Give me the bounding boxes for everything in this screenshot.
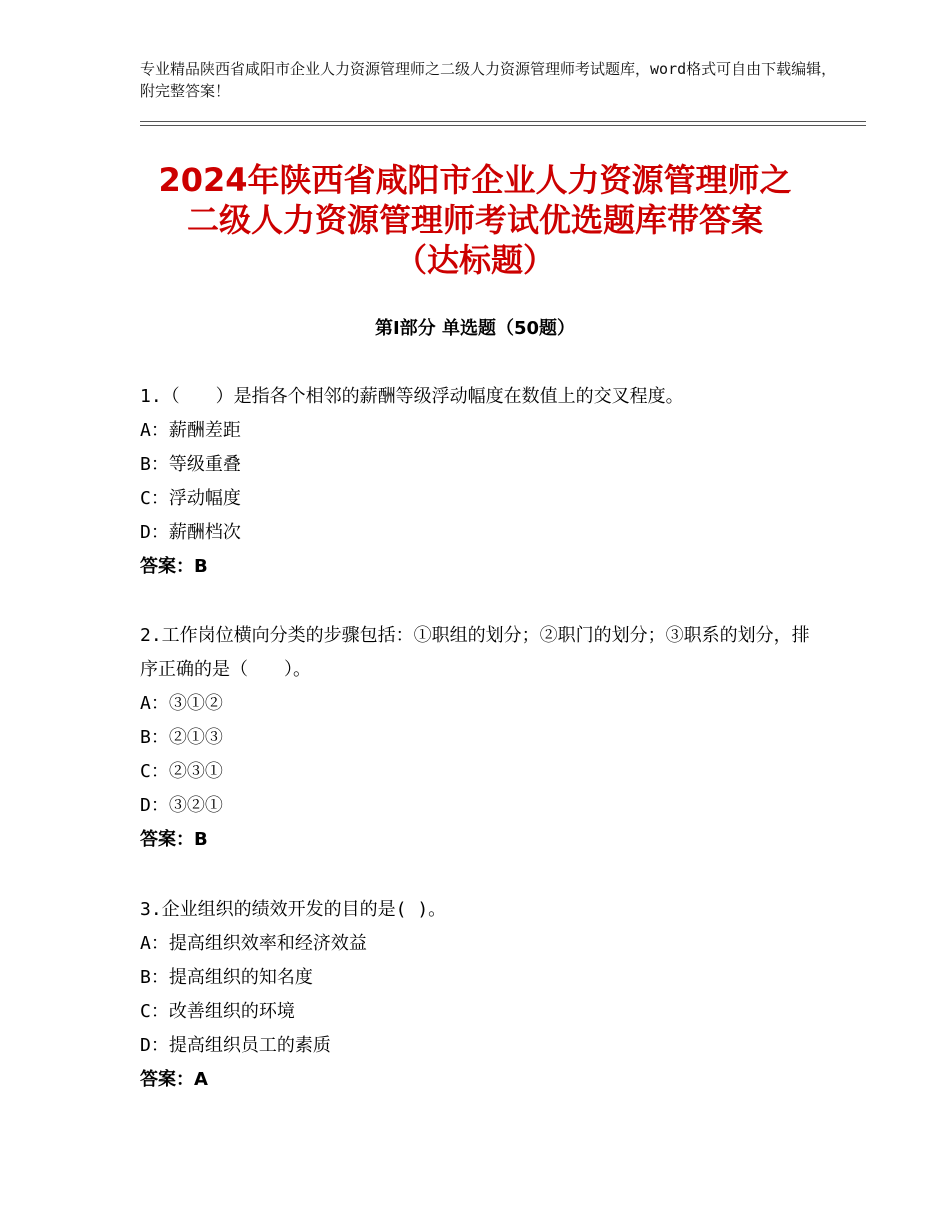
option-d: D：③②① <box>140 795 223 816</box>
section-heading: 第Ⅰ部分 单选题（50题） <box>374 318 575 339</box>
option-c: C：改善组织的环境 <box>140 1001 295 1022</box>
question-stem: 2.工作岗位横向分类的步骤包括：①职组的划分；②职门的划分；③职系的划分，排序正确的是（ ）。 <box>140 625 810 680</box>
header-note: 专业精品陕西省咸阳市企业人力资源管理师之二级人力资源管理师考试题库，word格式可自由下载编辑，附完整答案！ <box>140 60 837 100</box>
option-a: A：提高组织效率和经济效益 <box>140 933 367 954</box>
option-b: B：②①③ <box>140 727 223 748</box>
header-rule-top <box>140 121 866 122</box>
question-stem: 3.企业组织的绩效开发的目的是( )。 <box>140 899 447 920</box>
option-a: A：③①② <box>140 693 223 714</box>
answer-label: 答案：A <box>140 1069 208 1090</box>
answer-label: 答案：B <box>140 556 208 577</box>
document-title <box>100 160 850 280</box>
question-3 <box>140 893 810 1097</box>
question-stem: 1.（ ）是指各个相邻的薪酬等级浮动幅度在数值上的交叉程度。 <box>140 386 684 407</box>
question-1 <box>140 380 810 584</box>
option-b: B：等级重叠 <box>140 454 241 475</box>
answer-label: 答案：B <box>140 829 208 850</box>
option-d: D：薪酬档次 <box>140 522 241 543</box>
option-c: C：②③① <box>140 761 223 782</box>
title-line-3: （达标题） <box>394 241 555 279</box>
option-d: D：提高组织员工的素质 <box>140 1035 331 1056</box>
question-2 <box>140 619 810 857</box>
header-rule-bottom <box>140 125 866 126</box>
title-line-2: 二级人力资源管理师考试优选题库带答案 <box>186 201 763 239</box>
title-line-1: 2024年陕西省咸阳市企业人力资源管理师之 <box>158 161 792 199</box>
option-a: A：薪酬差距 <box>140 420 241 441</box>
option-c: C：浮动幅度 <box>140 488 241 509</box>
option-b: B：提高组织的知名度 <box>140 967 313 988</box>
